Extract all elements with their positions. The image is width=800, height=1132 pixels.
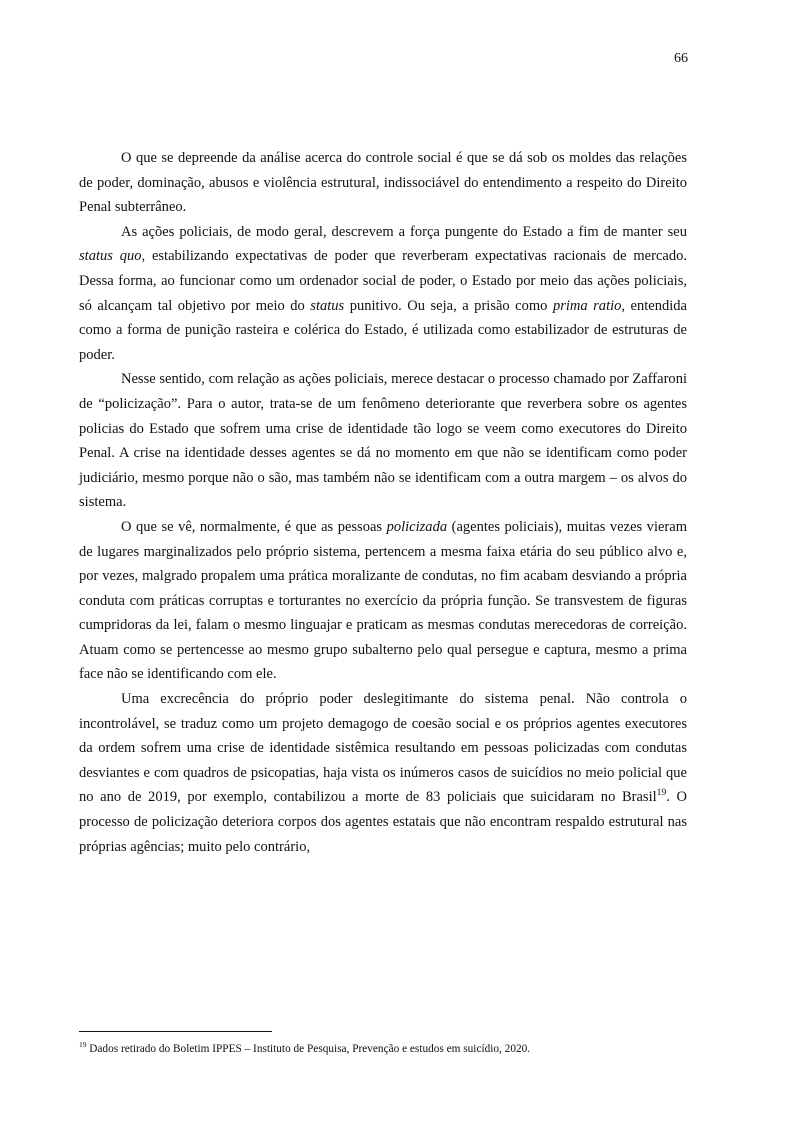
footnote xyxy=(79,1042,687,1056)
text-run: , entendida como a forma de punição rasteira e colérica do Estado, é utilizada como estabilizador de estruturas de poder. xyxy=(79,297,687,363)
italic-text: status quo xyxy=(79,248,142,265)
text-run: , estabilizando expectativas de poder que reverberam expectativas racionais de mercado. Dessa forma, ao funcionar como um ordenador social de poder, o Estado por meio das ações policiais, só alcançam tal objetivo por meio do xyxy=(79,248,687,314)
paragraph-4 xyxy=(79,515,687,687)
footnote-reference: 19 xyxy=(656,787,667,799)
paragraph-5 xyxy=(79,687,687,859)
paragraph-1 xyxy=(79,146,687,220)
italic-text: prima ratio xyxy=(552,297,622,314)
text-run: Nesse sentido, com relação as ações policiais, merece destacar o processo chamado por Zaffaroni de “policização”. Para o autor, trata-se de um fenômeno deteriorante que reverbera sobre os agentes policias do Estado que sofrem uma crise de identidade tão logo se veem como executores do Direito Penal. A crise na identidade desses agentes se dá no momento em que não se identificam como poder judiciário, mesmo porque não o são, mas também não se identificam com a outra margem – os alvos do sistema. xyxy=(79,371,687,511)
text-run: . O processo de policização deteriora corpos dos agentes estatais que não encontram respaldo estrutural nas próprias agências; muito pelo contrário, xyxy=(79,789,687,855)
text-run: punitivo. Ou seja, a prisão como xyxy=(344,297,553,314)
footnote-divider xyxy=(79,1031,272,1032)
body-text xyxy=(79,146,687,859)
paragraph-2 xyxy=(79,220,687,368)
paragraph-3 xyxy=(79,367,687,515)
text-run: Uma excrecência do próprio poder deslegitimante do sistema penal. Não controla o incontrolável, se traduz como um projeto demagogo de coesão social e os próprios agentes executores da ordem sofrem uma crise de identidade sistêmica resultando em pessoas policizadas com condutas desviantes e com quadros de psicopatias, haja vista os inúmeros casos de suicídios no meio policial que no ano de 2019, por exemplo, contabilizou a morte de 83 policiais que suicidaram no Brasil xyxy=(79,691,687,806)
text-run: O que se depreende da análise acerca do controle social é que se dá sob os moldes das relações de poder, dominação, abusos e violência estrutural, indissociável do entendimento a respeito do Direito Penal subterrâneo. xyxy=(79,150,687,216)
text-run: (agentes policiais), muitas vezes vieram de lugares marginalizados pelo próprio sistema, pertencem a mesma faixa etária do seu público alvo e, por vezes, malgrado propalem uma prática moralizante de condutas, no fim acabam desviando a própria conduta com práticas corruptas e torturantes no exercício da própria função. Se transvestem de figuras cumpridoras da lei, falam o mesmo linguajar e praticam as mesmas condutas merecedoras de correição. Atuam como se pertencesse ao mesmo grupo subalterno pelo qual persegue e captura, mesmo a prima face não se identificando com ele. xyxy=(79,518,687,683)
page-number: 66 xyxy=(674,51,688,66)
text-run: As ações policiais, de modo geral, descrevem a força pungente do Estado a fim de manter seu xyxy=(121,223,687,240)
italic-text: policizada xyxy=(386,518,448,535)
text-run: O que se vê, normalmente, é que as pessoas xyxy=(121,518,387,535)
italic-text: status xyxy=(310,297,345,314)
footnote-text: Dados retirado do Boletim IPPES – Instituto de Pesquisa, Prevenção e estudos em suicídio, 2020. xyxy=(86,1043,531,1055)
footnote-marker: 19 xyxy=(79,1040,87,1050)
